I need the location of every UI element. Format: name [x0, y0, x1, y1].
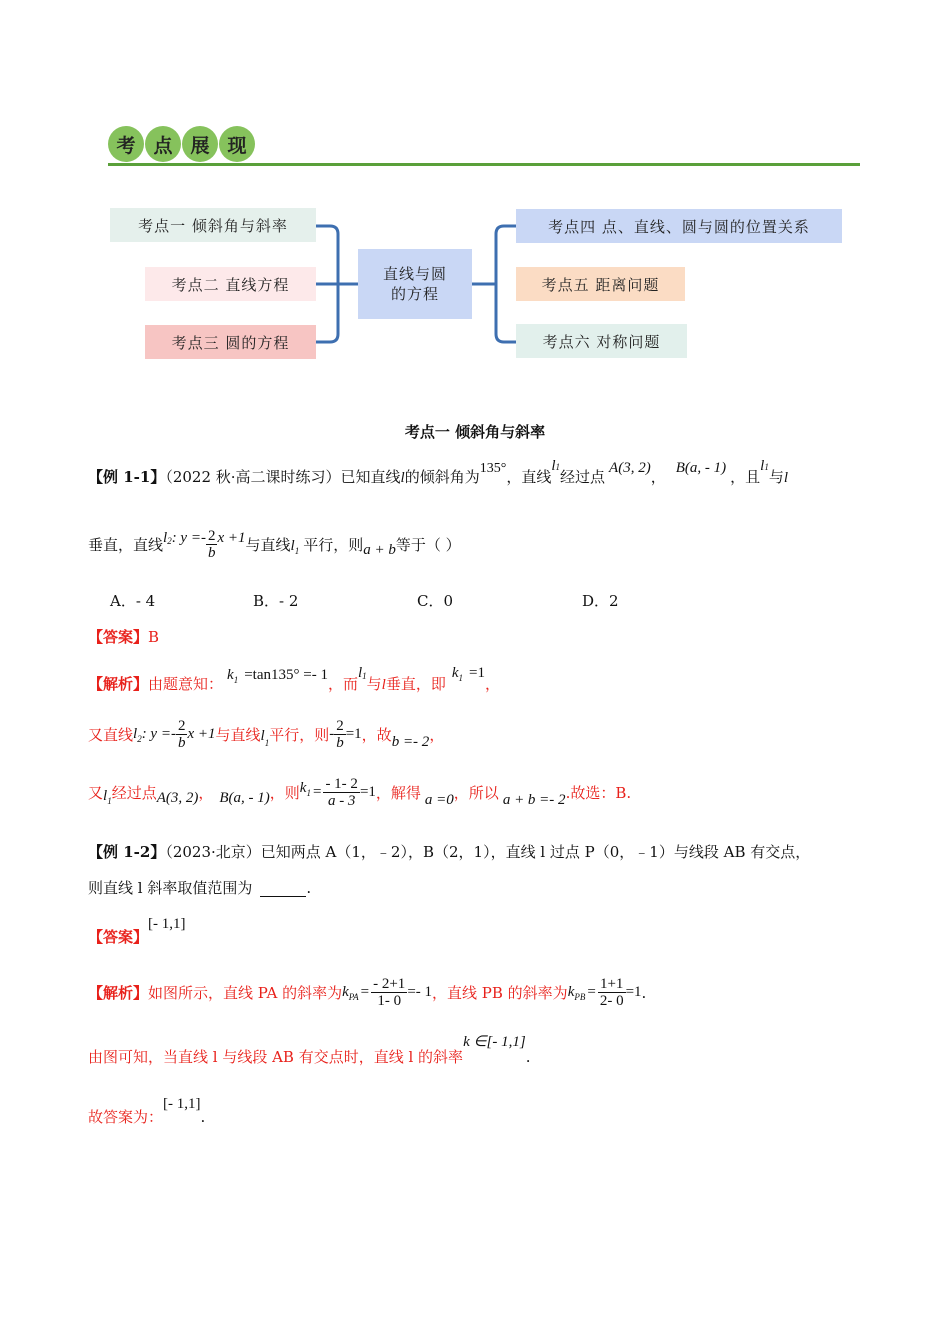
example-text: ，直线 — [506, 468, 552, 486]
answer-tag: 【答案】 — [88, 928, 149, 946]
solution-text: ， — [429, 726, 445, 744]
math-sub: 1 — [233, 675, 239, 685]
solution-text: 由题意知： — [148, 675, 224, 693]
banner-char: 点 — [145, 126, 181, 162]
math-sub: 1 — [458, 673, 464, 683]
frac-num: - 1- 2 — [325, 776, 358, 792]
math-expr: : y =- — [141, 726, 176, 742]
math-fraction — [323, 776, 360, 809]
option-b: B．- 2 — [253, 592, 299, 610]
frac-den: a - 3 — [327, 793, 356, 809]
math-var: l — [551, 458, 556, 474]
example-text: ，且 — [730, 468, 761, 486]
solution-tag: 【解析】 — [88, 984, 149, 1002]
banner-char: 现 — [219, 126, 255, 162]
solution-text: 平行，则 — [269, 726, 330, 744]
solution-text: 经过点 — [111, 784, 157, 802]
solution-text: ，直线 PB 的斜率为 — [432, 984, 568, 1002]
math-point: B(a, - 1) — [675, 460, 727, 476]
mindmap-topic-2: 考点二 直线方程 — [145, 267, 316, 301]
mindmap-topic-3: 考点三 圆的方程 — [145, 325, 316, 359]
math-angle: 135° — [479, 461, 507, 476]
math-var: k — [227, 667, 234, 683]
option-c: C．0 — [417, 592, 454, 610]
solution-1-1-line2 — [88, 718, 444, 751]
answer-blank[interactable] — [260, 882, 306, 897]
math-expr: =1 — [359, 784, 376, 800]
example-text: 平行，则 — [303, 536, 364, 554]
answer-value: [- 1,1] — [148, 916, 186, 932]
mindmap-topic-5: 考点五 距离问题 — [516, 267, 685, 301]
math-expr: =1 — [345, 726, 362, 742]
mindmap-connectors — [0, 0, 950, 380]
frac-den: 1- 0 — [377, 993, 402, 1009]
math-fraction — [206, 528, 218, 561]
math-expr: =1 — [625, 984, 642, 1000]
math-sub: 2 — [167, 535, 172, 546]
example-text: 经过点 — [560, 468, 606, 486]
math-expr: a + b — [363, 542, 396, 558]
example-1-1-line2 — [88, 528, 461, 561]
example-text: 垂直，直线 — [88, 536, 164, 554]
solution-1-2-line1: 【解析】 如图所示，直线 PA 的斜率为 k PA = $\frac{- 2+1}{1- 0}$ =- 1 ，直线 PB 的斜率为 k PB = $\frac{1+1}{2- 0}$ =1 . — [88, 976, 647, 1009]
section-title: 考点一 倾斜角与斜率 — [404, 423, 546, 441]
math-fraction — [598, 976, 626, 1009]
answer-1-2 — [88, 916, 186, 947]
math-sub: 2 — [137, 733, 142, 744]
solution-text: ，则 — [269, 784, 300, 802]
example-tag: 【例 1-1】 — [88, 468, 166, 486]
frac-num: 2 — [207, 528, 216, 544]
solution-1-1-line3: 又 l 1 经过点 A(3, 2) ， B(a, - 1) ，则 k 1 = $\frac{- 1- 2}{a - 3}$ =1 ，解得 a =0 ，所以 a + b =- 2 .故选：B. — [88, 776, 632, 809]
math-var: l — [357, 665, 363, 681]
solution-text: ， — [484, 675, 500, 693]
math-sub: 1 — [555, 462, 561, 472]
solution-text: 由图可知，当直线 l 与线段 AB 有交点时，直线 l 的斜率 — [88, 1048, 464, 1066]
example-text: 与直线 — [245, 536, 291, 554]
example-1-1-line1 — [88, 458, 788, 487]
example-text: . — [306, 879, 312, 897]
example-text: （2022 秋·高二课时练习）已知直线 — [165, 468, 401, 486]
solution-1-2-line2 — [88, 1034, 531, 1067]
math-var: k — [299, 780, 307, 796]
example-tag: 【例 1-2】 — [88, 843, 166, 861]
frac-den: 2- 0 — [599, 993, 624, 1009]
solution-text: . — [200, 1108, 206, 1126]
solution-text: 如图所示，直线 PA 的斜率为 — [148, 984, 343, 1002]
mindmap-center-line: 直线与圆 — [382, 265, 447, 283]
mindmap-topic-6: 考点六 对称问题 — [516, 324, 687, 358]
example-text: 则直线 l 斜率取值范围为 — [88, 879, 253, 897]
solution-text: ，解得 — [375, 784, 421, 802]
math-sub: 1 — [306, 787, 311, 798]
example-1-2-line2 — [88, 877, 311, 898]
example-text: ， — [650, 468, 666, 486]
math-var: l — [133, 726, 138, 742]
example-text: （2023·北京）已知两点 A（1，﹣2），B（2，1），直线 l 过点 P（0，﹣1）与线段 AB 有交点， — [165, 843, 811, 861]
math-var: l — [400, 470, 405, 486]
answer-tag: 【答案】 — [88, 628, 149, 646]
math-fraction — [371, 976, 407, 1009]
mindmap-topic-1: 考点一 倾斜角与斜率 — [110, 208, 316, 242]
math-expr: : y =- — [171, 530, 206, 546]
math-expr: a + b =- 2 — [502, 792, 566, 808]
frac-num: 1+1 — [598, 976, 626, 993]
option-a: A．- 4 — [110, 592, 156, 610]
solution-text: 垂直，即 — [385, 675, 446, 693]
solution-text: . — [525, 1048, 531, 1066]
solution-text: 与 — [366, 675, 382, 693]
math-expr: [- 1,1] — [163, 1096, 201, 1112]
math-sub: 1 — [264, 737, 270, 748]
frac-num: 2 — [336, 718, 344, 734]
math-expr: =- 1 — [407, 984, 433, 1000]
solution-text: 又 — [88, 784, 104, 802]
math-var: l — [783, 470, 788, 486]
math-var: l — [260, 728, 265, 744]
solution-text: ，所以 — [453, 784, 499, 802]
math-sub: PB — [574, 991, 586, 1002]
math-sub: 1 — [764, 462, 769, 472]
math-var: l — [290, 538, 295, 554]
math-var: l — [163, 530, 168, 546]
solution-text: ， — [198, 784, 214, 802]
banner-char: 展 — [182, 126, 218, 162]
math-sub: 1 — [362, 671, 367, 681]
math-expr: k ∈[- 1,1] — [463, 1034, 526, 1050]
solution-text: . — [641, 983, 647, 1002]
solution-tag: 【解析】 — [88, 675, 149, 693]
frac-num: 2 — [177, 718, 186, 734]
mindmap-topic-4: 考点四 点、直线、圆与圆的位置关系 — [516, 209, 842, 243]
math-expr: a =0 — [424, 792, 454, 808]
math-fraction — [334, 718, 346, 751]
math-var: l — [103, 788, 108, 804]
example-text: 与 — [768, 468, 784, 486]
math-sub: 1 — [107, 795, 112, 806]
solution-text: .故选：B. — [565, 784, 632, 802]
example-text: 的倾斜角为 — [404, 468, 480, 486]
banner-char: 考 — [108, 126, 144, 162]
answer-1-1 — [88, 626, 159, 647]
solution-text: 与直线 — [215, 726, 261, 744]
option-d: D．2 — [582, 592, 619, 610]
math-var: l — [760, 458, 765, 474]
math-var: k — [342, 984, 349, 1000]
math-expr: =1 — [469, 665, 485, 681]
math-sub: PA — [348, 991, 359, 1002]
frac-num: - 2+1 — [373, 976, 406, 992]
math-var: k — [451, 665, 459, 681]
solution-text: 又直线 — [88, 726, 134, 744]
solution-text: ，故 — [361, 726, 392, 744]
frac-den: b — [336, 735, 344, 751]
math-point: B(a, - 1) — [219, 790, 270, 806]
math-expr: - — [329, 726, 335, 742]
example-text: 等于（ ） — [395, 536, 461, 554]
math-fraction — [176, 718, 188, 751]
math-var: k — [567, 984, 575, 1000]
solution-1-2-line3 — [88, 1096, 206, 1127]
right-bracket — [496, 226, 516, 342]
mindmap-center-line: 的方程 — [390, 285, 439, 303]
math-point: A(3, 2) — [156, 790, 199, 806]
math-expr: =tan135° =- 1 — [244, 667, 328, 683]
math-var: l — [381, 677, 386, 693]
frac-den: b — [177, 735, 186, 751]
solution-text: ，而 — [327, 675, 358, 693]
solution-text: 故答案为： — [88, 1108, 164, 1126]
solution-1-1-line1 — [88, 665, 500, 694]
frac-den: b — [207, 545, 216, 561]
answer-value: B — [148, 628, 160, 646]
math-expr: b =- 2 — [391, 734, 430, 750]
math-expr: x +1 — [217, 530, 246, 546]
mindmap-center — [358, 249, 472, 319]
math-expr: x +1 — [187, 726, 216, 742]
example-1-2-line1 — [88, 841, 810, 862]
math-sub: 1 — [294, 545, 300, 556]
math-point: A(3, 2) — [609, 460, 651, 476]
